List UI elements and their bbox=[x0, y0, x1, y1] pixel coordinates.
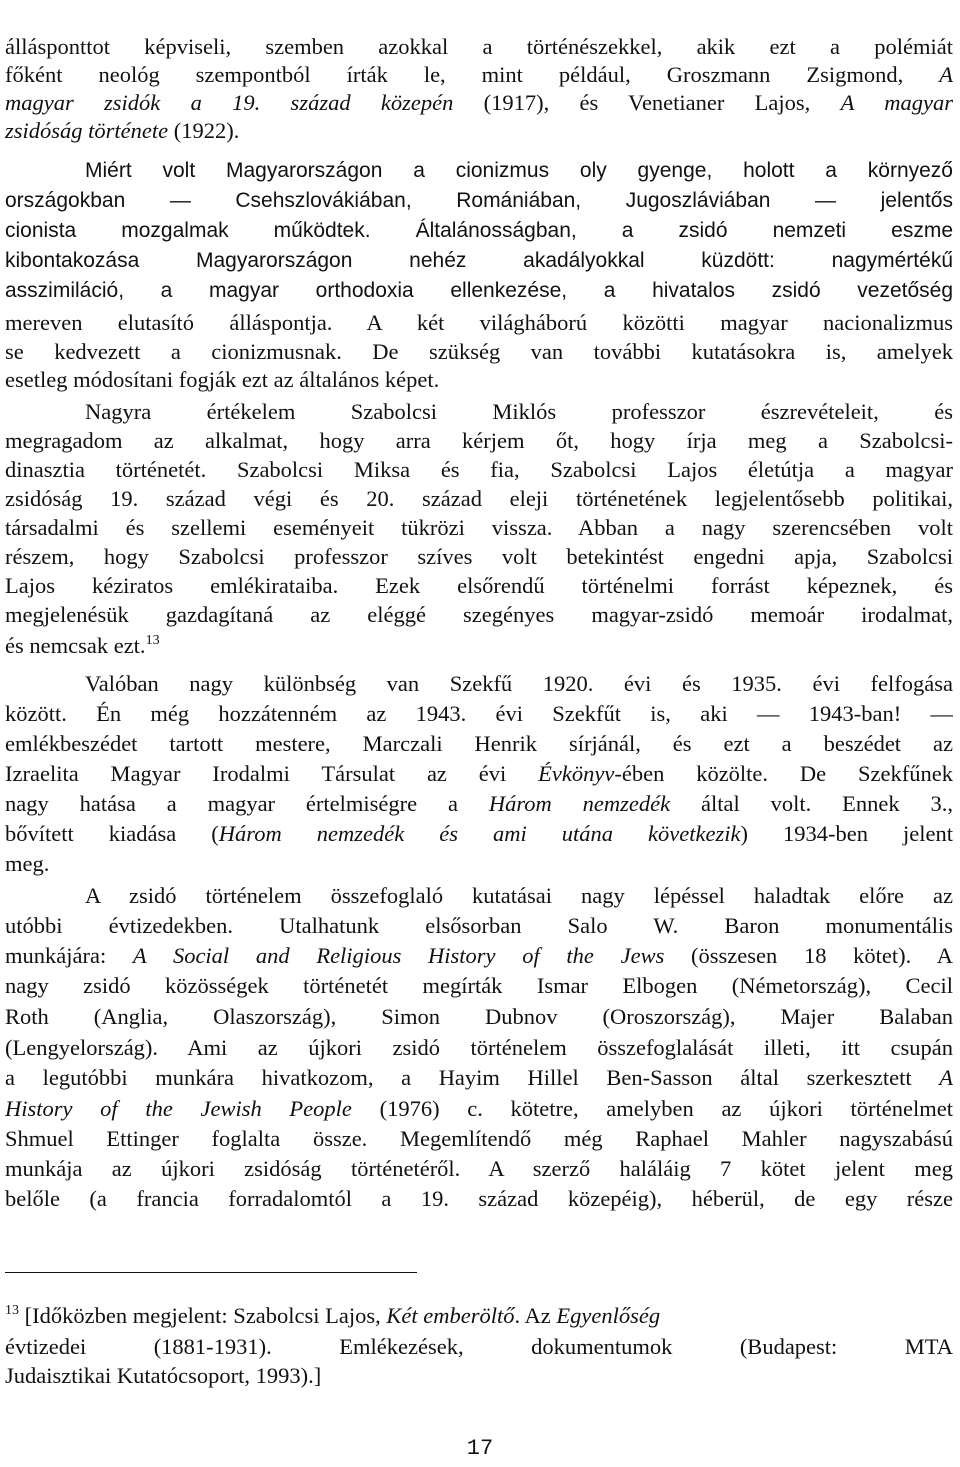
paragraph-2-line-8: esetleg módosítani fogják ezt az általános képet. bbox=[5, 367, 440, 392]
footnote-line-2: évtizedei (1881-1931). Emlékezések, dokumentumok (Budapest: MTA bbox=[5, 1334, 953, 1359]
paragraph-3-line-9: és nemcsak ezt.$^{13}$ bbox=[5, 633, 160, 658]
paragraph-3-line-2: megragadom az alkalmat, hogy arra kérjem őt, hogy írja meg a Szabolcsi- bbox=[5, 428, 953, 453]
paragraph-1-line-1: állásponttot képviseli, szemben azokkal a történészekkel, akik ezt a polémiát bbox=[5, 34, 953, 59]
paragraph-3-line-3: dinasztia történetét. Szabolcsi Miksa és fia, Szabolcsi Lajos életútja a magyar bbox=[5, 457, 953, 482]
paragraph-5-line-5: Roth (Anglia, Olaszország), Simon Dubnov (Oroszország), Majer Balaban bbox=[5, 1004, 953, 1029]
footnote-separator bbox=[5, 1272, 417, 1273]
page-number: 17 bbox=[466, 1436, 494, 1461]
paragraph-5-line-10: munkája az újkori zsidóság történetéről. A szerző haláláig 7 kötet jelent meg bbox=[5, 1156, 953, 1181]
paragraph-4-line-6: bővített kiadása (Három nemzedék és ami utána következik) 1934-ben jelent bbox=[5, 821, 953, 846]
paragraph-2-line-5: asszimiláció, a magyar orthodoxia ellenkezése, a hivatalos zsidó vezetőség bbox=[5, 279, 953, 302]
paragraph-5-line-9: Shmuel Ettinger foglalta össze. Megemlítendő még Raphael Mahler nagyszabású bbox=[5, 1126, 953, 1151]
paragraph-3-line-6: részem, hogy Szabolcsi professzor szíves volt betekintést engedni apja, Szabolcsi bbox=[5, 544, 953, 569]
footnote-line-1: $^{13}$ [Időközben megjelent: Szabolcsi Lajos, Két emberöltő. Az Egyenlőség bbox=[5, 1303, 661, 1328]
paragraph-2-line-2: országokban — Csehszlovákiában, Romániában, Jugoszláviában — jelentős bbox=[5, 189, 953, 212]
paragraph-5-line-3: munkájára: A Social and Religious History of the Jews (összesen 18 kötet). A bbox=[5, 943, 953, 968]
paragraph-1-line-4: zsidóság története (1922). bbox=[5, 118, 240, 143]
paragraph-2-line-4: kibontakozása Magyarországon nehéz akadályokkal küzdött: nagymértékű bbox=[5, 249, 953, 272]
paragraph-2-line-6: mereven elutasító álláspontja. A két világháború közötti magyar nacionalizmus bbox=[5, 310, 953, 335]
paragraph-4-line-1: Valóban nagy különbség van Szekfű 1920. évi és 1935. évi felfogása bbox=[85, 671, 953, 696]
paragraph-2-line-3: cionista mozgalmak működtek. Általánosságban, a zsidó nemzeti eszme bbox=[5, 219, 953, 242]
paragraph-3-line-7: Lajos kéziratos emlékirataiba. Ezek elsőrendű történelmi forrást képeznek, és bbox=[5, 573, 953, 598]
paragraph-3-line-8: megjelenésük gazdagítaná az eléggé szegényes magyar-zsidó memoár irodalmat, bbox=[5, 602, 953, 627]
paragraph-1-line-3: magyar zsidók a 19. század közepén (1917), és Venetianer Lajos, A magyar bbox=[5, 90, 953, 115]
footnote-reference: 13 bbox=[145, 633, 160, 648]
paragraph-5-line-8: History of the Jewish People (1976) c. kötetre, amelyben az újkori történelmet bbox=[5, 1096, 953, 1121]
paragraph-4-line-5: nagy hatása a magyar értelmiségre a Három nemzedék által volt. Ennek 3., bbox=[5, 791, 953, 816]
paragraph-2-line-1: Miért volt Magyarországon a cionizmus oly gyenge, holott a környező bbox=[85, 159, 953, 182]
paragraph-5-line-11: belőle (a francia forradalomtól a 19. század közepéig), héberül, de egy része bbox=[5, 1186, 953, 1211]
paragraph-3-line-4: zsidóság 19. század végi és 20. század eleji történetének legjelentősebb politikai, bbox=[5, 486, 953, 511]
paragraph-4-line-2: között. Én még hozzátenném az 1943. évi Szekfűt is, aki — 1943-ban! — bbox=[5, 701, 953, 726]
paragraph-3-line-1: Nagyra értékelem Szabolcsi Miklós professzor észrevételeit, és bbox=[85, 399, 953, 424]
paragraph-5-line-2: utóbbi évtizedekben. Utalhatunk elsősorban Salo W. Baron monumentális bbox=[5, 913, 953, 938]
paragraph-3-line-5: társadalmi és szellemi eseményeit tükrözi vissza. Abban a nagy szerencsében volt bbox=[5, 515, 953, 540]
paragraph-4-line-4: Izraelita Magyar Irodalmi Társulat az évi Évkönyv-ében közölte. De Szekfűnek bbox=[5, 761, 953, 786]
paragraph-4-line-7: meg. bbox=[5, 851, 50, 876]
footnote-number: 13 bbox=[5, 1303, 19, 1318]
paragraph-2-line-7: se kedvezett a cionizmusnak. De szükség van további kutatásokra is, amelyek bbox=[5, 339, 953, 364]
paragraph-4-line-3: emlékbeszédet tartott mestere, Marczali Henrik sírjánál, és ezt a beszédet az bbox=[5, 731, 953, 756]
paragraph-5-line-1: A zsidó történelem összefoglaló kutatásai nagy lépéssel haladtak előre az bbox=[85, 883, 953, 908]
footnote-line-3: Judaisztikai Kutatócsoport, 1993).] bbox=[5, 1363, 322, 1388]
paragraph-1-line-2: főként neológ szempontból írták le, mint például, Groszmann Zsigmond, A bbox=[5, 62, 953, 87]
paragraph-5-line-4: nagy zsidó közösségek történetét megírták Ismar Elbogen (Németország), Cecil bbox=[5, 973, 953, 998]
paragraph-5-line-7: a legutóbbi munkára hivatkozom, a Hayim Hillel Ben-Sasson által szerkesztett A bbox=[5, 1065, 953, 1090]
paragraph-5-line-6: (Lengyelország). Ami az újkori zsidó történelem összefoglalását illeti, itt csupán bbox=[5, 1035, 953, 1060]
